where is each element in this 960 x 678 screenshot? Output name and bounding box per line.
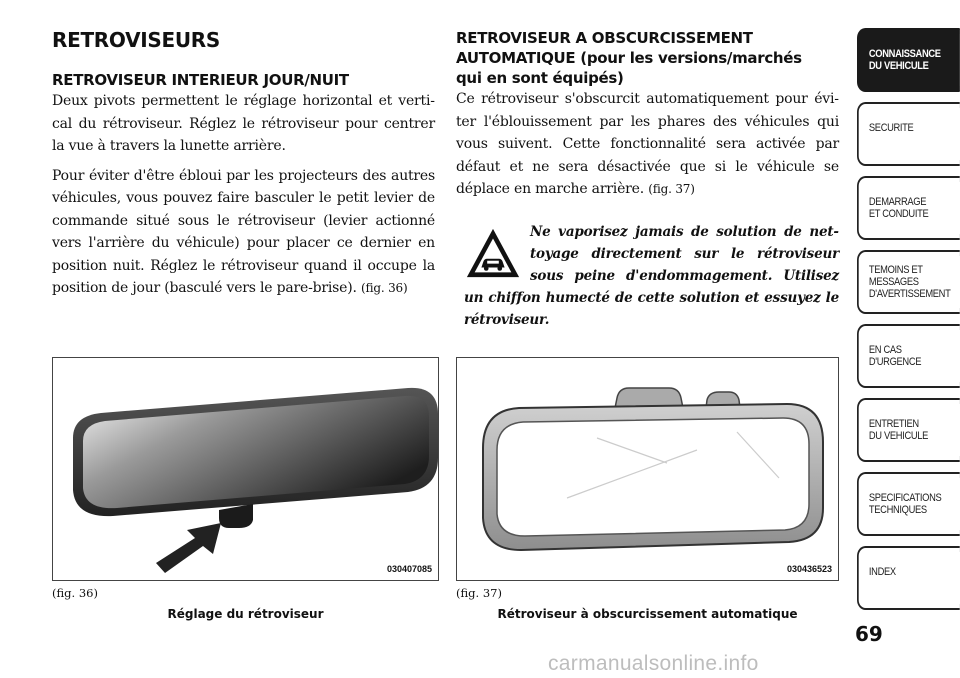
section-title: RETROVISEURS bbox=[52, 28, 221, 52]
figure-reference: (fig. 36) bbox=[361, 281, 408, 295]
figure-37-caption: Rétroviseur à obscurcissement automatique bbox=[497, 607, 798, 621]
warning-text: Ne vaporisez jamais de solution de nettoyage directement sur le rétroviseur sous peine d'endommagement. Utilisez un chiffon humecté de cette solution et essuyez le rétroviseur. bbox=[464, 223, 839, 328]
tab-demarrage-et-conduite[interactable]: DEMARRAGE ET CONDUITE bbox=[857, 176, 960, 240]
subsection-title: RETROVISEUR A OBSCURCISSEMENT AUTOMATIQUE (pour les versions/marchés qui en sont équipés) bbox=[456, 29, 802, 87]
figure-36 bbox=[52, 357, 439, 581]
right-column bbox=[456, 28, 839, 331]
warning-box bbox=[464, 221, 839, 331]
arrow-icon bbox=[156, 523, 221, 573]
tab-index[interactable]: INDEX bbox=[857, 546, 960, 610]
paragraph: Deux pivots permettent le réglage horizontal et vertical du rétroviseur. Réglez le rétroviseur pour centrer la vue à travers la lunette arrière. bbox=[52, 93, 435, 154]
tab-temoins-et-messages[interactable]: TEMOINS ET MESSAGES D'AVERTISSEMENT bbox=[857, 250, 960, 314]
figure-36-caption: Réglage du rétroviseur bbox=[167, 607, 324, 621]
figure-code: 030436523 bbox=[786, 564, 832, 574]
car-warning-icon bbox=[464, 225, 522, 281]
page-number: 69 bbox=[855, 622, 883, 646]
figure-reference: (fig. 37) bbox=[648, 182, 695, 196]
tab-specifications-techniques[interactable]: SPECIFICATIONS TECHNIQUES bbox=[857, 472, 960, 536]
auto-dim-mirror-illustration bbox=[457, 358, 839, 581]
mirror-adjust-illustration bbox=[53, 358, 439, 581]
paragraph: Ce rétroviseur s'obscurcit automatiquement pour éviter l'éblouissement par les phares des véhicules qui vous suivent. Cette fonctionnalité sera activée par défaut et ne sera désactivée que si le véhicule se déplace en marche arrière. (fig. 37) bbox=[456, 91, 839, 197]
figure-37 bbox=[456, 357, 839, 581]
paragraph: Pour éviter d'être ébloui par les projecteurs des autres véhicules, vous pouvez faire basculer le petit levier de commande situé sous le rétroviseur (levier actionné vers l'arrière du véhicule) pour placer ce dernier en position nuit. Réglez le rétroviseur quand il occupe la position de jour (basculé vers le pare-brise). (fig. 36) bbox=[52, 167, 435, 296]
subsection-title: RETROVISEUR INTERIEUR JOUR/NUIT bbox=[52, 71, 349, 89]
watermark: carmanualsonline.info bbox=[548, 652, 759, 675]
figure-36-ref: (fig. 36) bbox=[52, 586, 98, 600]
left-column bbox=[52, 28, 435, 300]
chapter-tabs bbox=[857, 28, 960, 620]
figure-code: 030407085 bbox=[386, 564, 432, 574]
tab-entretien-du-vehicule[interactable]: ENTRETIEN DU VEHICULE bbox=[857, 398, 960, 462]
tab-en-cas-d-urgence[interactable]: EN CAS D'URGENCE bbox=[857, 324, 960, 388]
tab-connaissance-du-vehicule[interactable]: CONNAISSANCE DU VEHICULE bbox=[857, 28, 960, 92]
figure-37-ref: (fig. 37) bbox=[456, 586, 502, 600]
tab-securite[interactable]: SECURITE bbox=[857, 102, 960, 166]
